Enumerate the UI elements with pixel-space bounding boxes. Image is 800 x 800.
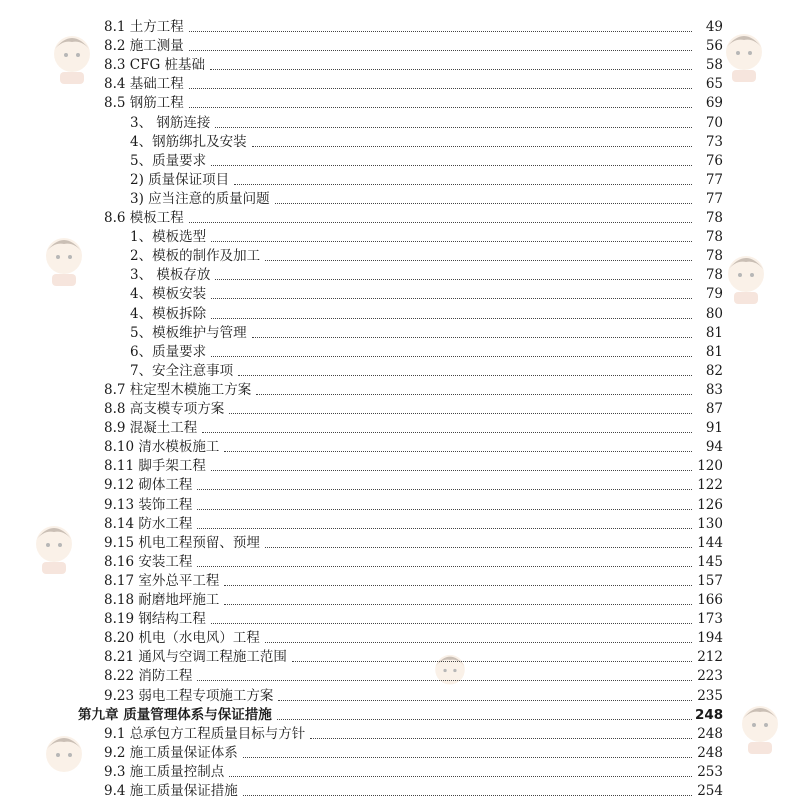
toc-row[interactable] [0,208,800,227]
toc-entry-label: 8.10 清水模板施工 [104,439,220,456]
toc-entry-label: 9.13 装饰工程 [104,496,193,513]
dot-leader [275,203,692,204]
dot-leader [189,31,692,32]
dot-leader [211,241,692,242]
toc-page-number: 81 [705,324,723,341]
toc-row[interactable] [0,227,800,246]
toc-row[interactable] [0,456,800,475]
dot-leader [278,700,692,701]
toc-page-number: 254 [697,783,723,799]
dot-leader [234,184,692,185]
toc-page-number: 157 [697,572,723,589]
toc-row[interactable] [0,361,800,380]
toc-entry-label: 4、模板拆除 [130,305,207,322]
toc-page-number: 94 [705,439,723,456]
toc-page-number: 91 [705,420,723,437]
toc-entry-label: 9.23 弱电工程专项施工方案 [104,687,274,704]
toc-row[interactable] [0,514,800,533]
toc-entry-label: 8.11 脚手架工程 [104,458,206,475]
dot-leader [224,451,692,452]
toc-entry-label: 3、 钢筋连接 [130,114,211,131]
toc-row[interactable] [0,666,800,685]
toc-row[interactable] [0,590,800,609]
toc-entry-label: 4、钢筋绑扎及安装 [130,133,247,150]
toc-page-number: 223 [697,668,723,685]
toc-row[interactable] [0,189,800,208]
toc-row[interactable] [0,380,800,399]
dot-leader [211,165,692,166]
toc-entry-label: 8.5 钢筋工程 [104,95,184,112]
toc-row[interactable] [0,170,800,189]
toc-entry-label: 3) 应当注意的质量问题 [130,190,270,207]
toc-row[interactable] [0,781,800,800]
toc-entry-label: 9.2 施工质量保证体系 [104,744,238,761]
toc-row[interactable] [0,418,800,437]
dot-leader [197,566,692,567]
toc-entry-label: 9.12 砌体工程 [104,477,193,494]
toc-row[interactable] [0,686,800,705]
dot-leader [211,470,692,471]
toc-row[interactable] [0,55,800,74]
toc-page-number: 82 [705,362,723,379]
toc-entry-label: 8.20 机电（水电风）工程 [104,630,260,647]
dot-leader [310,738,692,739]
toc-chapter-row[interactable] [0,705,800,724]
dot-leader [256,394,692,395]
dot-leader [265,260,692,261]
toc-row[interactable] [0,113,800,132]
toc-page-number: 70 [705,114,723,131]
toc-entry-label: 2) 质量保证项目 [130,171,230,188]
toc-entry-label: 9.3 施工质量控制点 [104,763,225,780]
toc-entry-label: 5、模板维护与管理 [130,324,247,341]
toc-page-number: 80 [705,305,723,322]
toc-row[interactable] [0,647,800,666]
toc-row[interactable] [0,475,800,494]
toc-page-number: 77 [705,171,723,188]
toc-entry-label: 8.18 耐磨地坪施工 [104,592,220,608]
toc-page-number: 248 [697,725,723,742]
toc-entry-label: 5、质量要求 [130,152,207,169]
toc-entry-label: 8.16 安装工程 [104,553,193,570]
toc-page-number: 81 [705,343,723,360]
toc-page-number: 77 [705,190,723,207]
toc-page-number: 173 [697,611,723,628]
toc-entry-label: 8.1 土方工程 [104,19,184,35]
toc-page-number: 194 [697,630,723,647]
toc-entry-label: 8.2 施工测量 [104,38,184,55]
toc-entry-label: 7、安全注意事项 [130,362,234,379]
toc-entry-label: 9.15 机电工程预留、预埋 [104,534,260,551]
toc-entry-label: 2、模板的制作及加工 [130,248,261,265]
toc-entry-label: 8.21 通风与空调工程施工范围 [104,649,287,666]
toc-page-number: 87 [705,401,723,417]
dot-leader [211,356,692,357]
dot-leader [197,509,692,510]
toc-row[interactable] [0,36,800,55]
toc-page-number: 73 [705,133,723,150]
toc-entry-label: 第九章 质量管理体系与保证措施 [78,706,272,723]
toc-row[interactable] [0,571,800,590]
dot-leader [189,50,692,51]
toc-page-number: 235 [697,687,723,704]
dot-leader [215,279,692,280]
toc-row[interactable] [0,284,800,303]
dot-leader [189,222,692,223]
dot-leader [277,719,692,720]
toc-page-number: 126 [697,496,723,513]
dot-leader [252,337,692,338]
toc-page-number: 56 [705,38,723,55]
toc-page-number: 49 [705,19,723,35]
toc-row[interactable] [0,628,800,647]
dot-leader [211,623,692,624]
dot-leader [197,680,692,681]
dot-leader [202,432,692,433]
toc-row[interactable] [0,552,800,571]
toc-row[interactable] [0,743,800,762]
toc-page-number: 122 [697,477,723,494]
toc-page-number: 145 [697,553,723,570]
toc-entry-label: 8.17 室外总平工程 [104,572,220,589]
toc-entry-label: 9.4 施工质量保证措施 [104,783,238,799]
toc-page-number: 78 [705,267,723,284]
toc-entry-label: 8.19 钢结构工程 [104,611,206,628]
dot-leader [265,547,692,548]
dot-leader [243,795,692,796]
toc-entry-label: 4、模板安装 [130,286,207,303]
dot-leader [211,298,692,299]
dot-leader [265,642,692,643]
dot-leader [224,604,692,605]
toc-entry-label: 8.22 消防工程 [104,668,193,685]
dot-leader [252,146,692,147]
toc-entry-label: 8.8 高支模专项方案 [104,401,225,417]
toc-page-number: 248 [695,706,724,723]
toc-page-number: 78 [705,229,723,246]
dot-leader [210,69,692,70]
toc-page-number: 78 [705,248,723,265]
toc-page-number: 253 [697,763,723,780]
toc-page-number: 83 [705,381,723,398]
toc-entry-label: 8.6 模板工程 [104,210,184,226]
dot-leader [292,661,692,662]
toc-row[interactable] [0,93,800,112]
dot-leader [224,585,692,586]
toc-row[interactable] [0,762,800,781]
toc-row[interactable] [0,323,800,342]
toc-entry-label: 1、模板选型 [130,229,207,246]
toc-page-number: 78 [705,210,723,226]
toc-entry-label: 3、 模板存放 [130,267,211,284]
toc-page-number: 76 [705,152,723,169]
toc-row[interactable] [0,246,800,265]
dot-leader [229,776,692,777]
toc-page-number: 144 [697,534,723,551]
toc-page-number: 69 [705,95,723,112]
dot-leader [243,757,692,758]
toc-page-number: 130 [697,515,723,532]
dot-leader [238,375,692,376]
toc-row[interactable] [0,17,800,36]
toc-row[interactable] [0,132,800,151]
toc-entry-label: 9.1 总承包方工程质量目标与方针 [104,725,306,742]
dot-leader [211,318,692,319]
toc-page-number: 65 [705,76,723,93]
dot-leader [229,413,692,414]
toc-row[interactable] [0,495,800,514]
toc-row[interactable] [0,342,800,361]
toc-row[interactable] [0,399,800,418]
toc-entry-label: 6、质量要求 [130,343,207,360]
toc-entry-label: 8.4 基础工程 [104,76,184,93]
toc-page-number: 79 [705,286,723,303]
toc-entry-label: 8.7 柱定型木模施工方案 [104,381,252,398]
toc-row[interactable] [0,304,800,323]
toc-row[interactable] [0,437,800,456]
dot-leader [197,489,692,490]
toc-page-number: 58 [705,57,723,74]
toc-row[interactable] [0,265,800,284]
toc-row[interactable] [0,609,800,628]
toc-entry-label: 8.9 混凝土工程 [104,420,198,437]
dot-leader [215,127,692,128]
toc-page-number: 212 [697,649,723,666]
dot-leader [189,107,692,108]
toc-row[interactable] [0,533,800,552]
toc-page-number: 248 [697,744,723,761]
dot-leader [197,528,692,529]
toc-entry-label: 8.14 防水工程 [104,515,193,532]
toc-row[interactable] [0,151,800,170]
toc-row[interactable] [0,724,800,743]
toc-row[interactable] [0,74,800,93]
toc-page-number: 120 [697,458,723,475]
toc-entry-label: 8.3 CFG 桩基础 [104,57,206,74]
toc-page-number: 166 [697,592,723,608]
dot-leader [189,88,692,89]
